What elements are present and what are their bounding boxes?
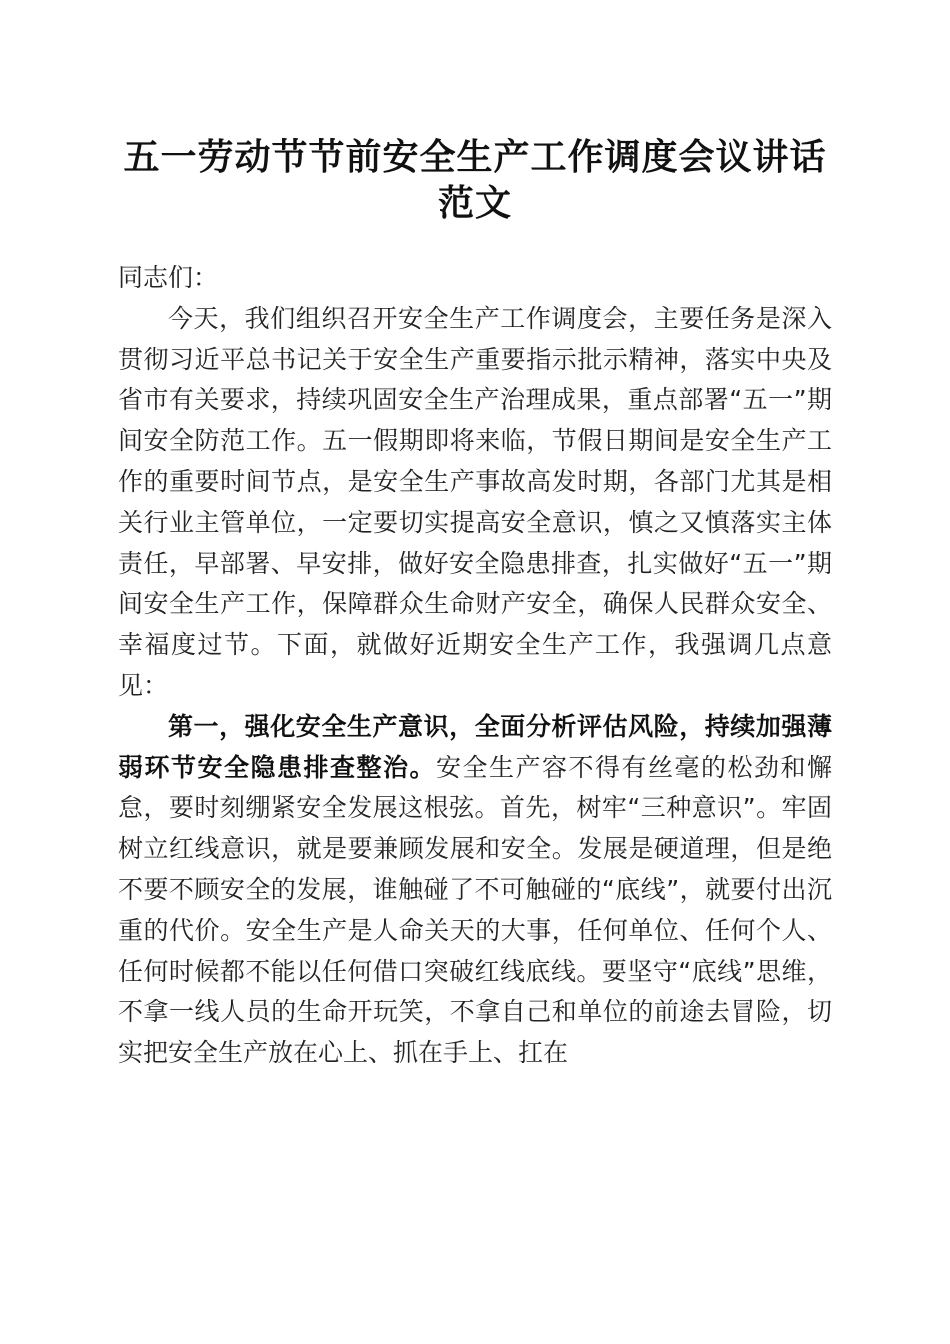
- paragraph-first-point: [118, 707, 832, 1074]
- paragraph-intro: 今天，我们组织召开安全生产工作调度会，主要任务是深入贯彻习近平总书记关于安全生产重要指示批示精神，落实中央及省市有关要求，持续巩固安全生产治理成果，重点部署“五一”期间安全防范工作。五一假期即将来临，节假日期间是安全生产工作的重要时间节点，是安全生产事故高发时期，各部门尤其是相关行业主管单位，一定要切实提高安全意识，慎之又慎落实主体责任，早部署、早安排，做好安全隐患排查，扎实做好“五一”期间安全生产工作，保障群众生命财产安全，确保人民群众安全、幸福度过节。下面，就做好近期安全生产工作，我强调几点意见：: [118, 303, 832, 700]
- paragraph-first-point-lead: 第一，强化安全生产意识，全面分析评估风险，持续加强薄弱环节安全隐患排查整治。: [118, 711, 832, 782]
- document-body: [118, 258, 832, 1074]
- paragraph-first-point-body: 安全生产容不得有丝毫的松劲和懈怠，要时刻绷紧安全发展这根弦。首先，树牢“三种意识”。牢固树立红线意识，就是要兼顾发展和安全。发展是硬道理，但是绝不要不顾安全的发展，谁触碰了不可触碰的“底线”，就要付出沉重的代价。安全生产是人命关天的大事，任何单位、任何个人、任何时候都不能以任何借口突破红线底线。要坚守“底线”思维，不拿一线人员的生命开玩笑，不拿自己和单位的前途去冒险，切实把安全生产放在心上、抓在手上、扛在: [118, 752, 832, 1068]
- salutation: 同志们：: [118, 263, 219, 292]
- document-title: 五一劳动节节前安全生产工作调度会议讲话范文: [123, 136, 827, 224]
